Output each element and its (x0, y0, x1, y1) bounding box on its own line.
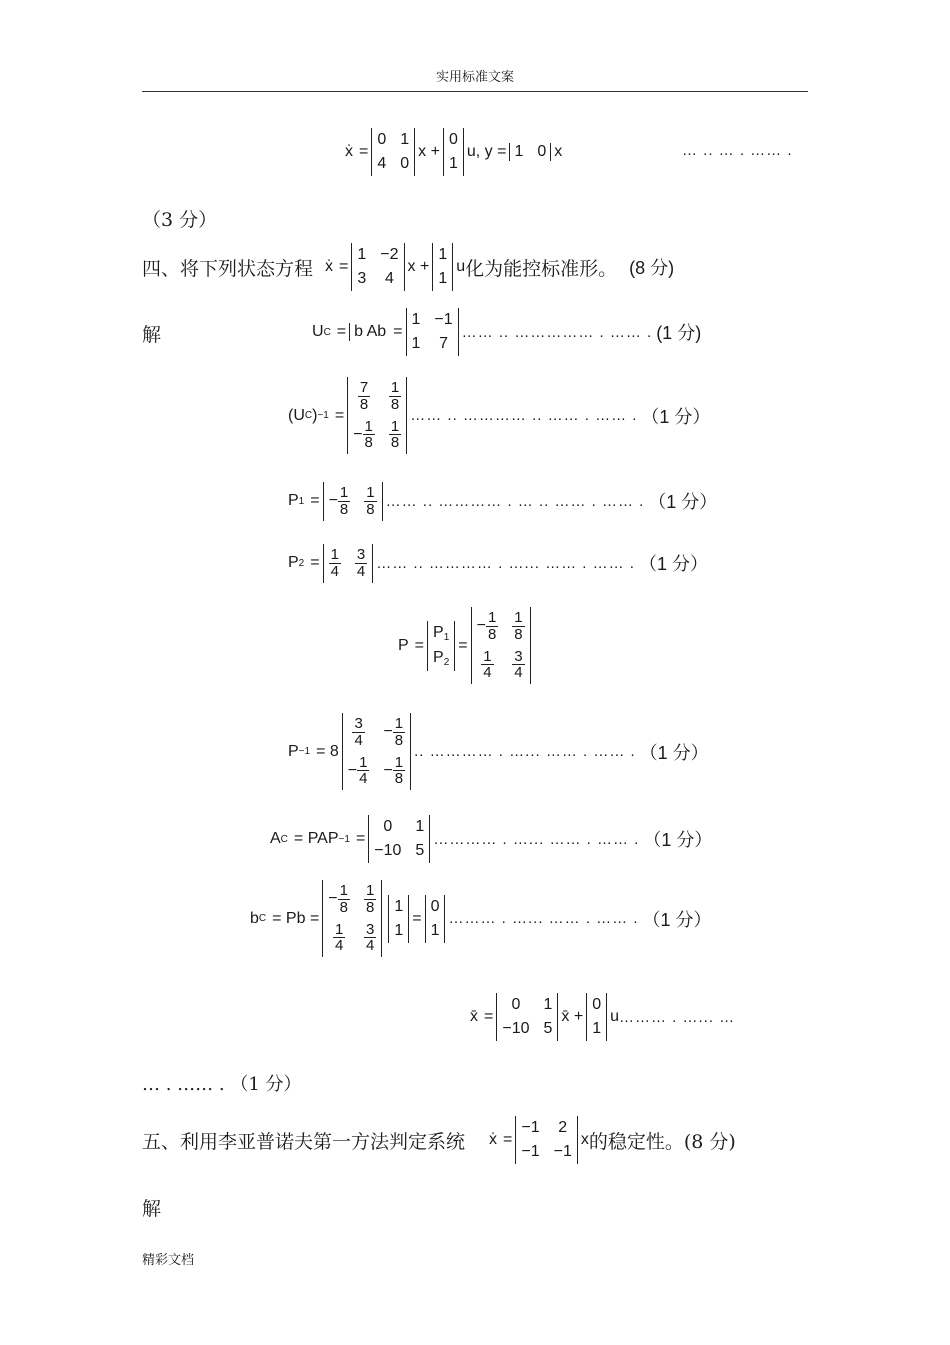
equation-p1 (288, 482, 717, 521)
score-text: （1 分） (643, 830, 713, 850)
u-symbol: u (456, 258, 466, 275)
matrix-A (371, 128, 415, 176)
denominator: 4 (356, 562, 366, 580)
matrix-uc-inverse (347, 377, 407, 454)
negative-fraction (353, 419, 375, 452)
matrix-cell: −2 (380, 246, 399, 263)
xdot-symbol: ẋ (345, 143, 353, 160)
denominator: 8 (390, 434, 400, 452)
vector-b (432, 243, 453, 291)
score-text: （1 分） (641, 406, 711, 427)
numerator: 3 (514, 647, 523, 665)
matrix-cell: 0 (592, 996, 602, 1013)
question-5-prefix: 五、利用李亚普诺夫第一方法判定系统 (142, 1130, 466, 1153)
negative-fraction (328, 883, 350, 916)
fraction (338, 883, 350, 916)
matrix-cell: 1 (411, 335, 421, 352)
negative-fraction (383, 755, 405, 788)
matrix-cell: 4 (377, 155, 387, 172)
fraction (363, 419, 375, 452)
matrix-cell: 1 (514, 143, 524, 160)
uc-symbol: (U (288, 406, 305, 424)
numerator: 1 (390, 379, 400, 396)
matrix-cell: −1 (521, 1143, 540, 1160)
minus-sign: − (383, 723, 393, 741)
denominator: 8 (514, 625, 523, 643)
negative-fraction (348, 755, 370, 788)
subscript: C (280, 833, 288, 845)
fraction (357, 755, 369, 788)
equals-eight: = 8 (316, 742, 339, 760)
denominator: 8 (339, 898, 348, 916)
matrix-cell: 1 (411, 311, 421, 328)
equals-sign: = (484, 1008, 494, 1025)
matrix-cell: 1 (543, 996, 553, 1013)
fraction (355, 547, 367, 580)
denominator: 8 (366, 500, 375, 518)
question-4-prefix: 四、将下列状态方程 (142, 257, 314, 280)
leader-dots: …… .. ………… . …... …… . …… . (376, 554, 635, 572)
denominator: 8 (364, 434, 373, 452)
leader-dots: .. ………… . …... …… . …… . (414, 743, 636, 760)
xbar-dot-symbol: x̄ (470, 1008, 478, 1025)
x-plus: x + (418, 143, 440, 160)
equals-sign: = (339, 258, 349, 275)
superscript: −1 (317, 410, 329, 421)
matrix-p (322, 880, 382, 957)
equation-line1 (345, 128, 562, 176)
leader-dots: ………… . …... …… . …… . (433, 830, 640, 848)
score-text: （1 分） (642, 909, 712, 930)
minus-sign: − (383, 761, 393, 779)
p-symbol: P (288, 492, 299, 510)
fraction (358, 380, 370, 413)
score-text: （1 分） (648, 492, 718, 513)
matrix-p (471, 607, 531, 684)
b-ab-text: b Ab (354, 323, 387, 340)
matrix-cell: 0 (511, 996, 521, 1013)
x-plus: x + (407, 258, 430, 275)
equals-sign: = (334, 406, 345, 424)
numerator: 1 (487, 609, 497, 626)
denominator: 8 (339, 500, 349, 518)
denominator: 4 (514, 664, 523, 682)
x-symbol: x (554, 143, 563, 160)
negative-fraction (383, 716, 405, 749)
matrix-cell: 1 (592, 1020, 602, 1037)
question-5 (142, 1116, 736, 1164)
fraction (481, 649, 493, 682)
matrix-p-rows (427, 621, 455, 671)
equation-p-inverse (288, 713, 709, 790)
numerator: 1 (365, 882, 375, 899)
score-text: (1 分) (656, 323, 702, 343)
subscript: 1 (443, 631, 450, 643)
numerator: 7 (359, 379, 369, 396)
fraction (364, 485, 376, 518)
leader-dots: ……… . …... … (619, 1008, 736, 1026)
fraction (352, 716, 364, 749)
leader-dots: …… .. ………… . … .. …… . …… . (385, 492, 645, 510)
numerator: 1 (390, 417, 400, 435)
fraction (389, 380, 401, 413)
score-text: （1 分） (639, 742, 709, 763)
subscript: C (304, 410, 313, 421)
question-4-suffix: 化为能控标准形。 (465, 257, 618, 280)
p-symbol: P (288, 554, 299, 572)
b-symbol: b (250, 909, 259, 927)
matrix-cell: 0 (383, 818, 393, 835)
p-symbol: P (433, 648, 444, 666)
matrix-cell: 0 (448, 131, 458, 148)
fraction (338, 485, 350, 518)
numerator: 1 (330, 546, 339, 563)
fraction (512, 610, 524, 643)
question-4 (142, 243, 674, 291)
p-symbol: P (433, 623, 444, 641)
minus-sign: − (347, 761, 358, 779)
fraction (333, 922, 345, 955)
numerator: 1 (334, 920, 344, 938)
superscript: −1 (298, 746, 311, 757)
score-text: （3 分） (142, 209, 218, 231)
denominator: 8 (390, 395, 400, 413)
continued-leader-score: … . …… . （1 分） (142, 1074, 302, 1095)
matrix-cell: 5 (543, 1020, 553, 1037)
equals-sign: = (458, 636, 468, 654)
vector-b (443, 128, 464, 176)
matrix-cell: 0 (430, 897, 440, 915)
denominator: 8 (394, 731, 404, 749)
matrix-cell: 1 (400, 131, 410, 148)
matrix-cell: 1 (394, 897, 404, 915)
paren: ) (312, 406, 318, 424)
denominator: 4 (330, 562, 339, 580)
denominator: 8 (359, 395, 369, 413)
numerator: 3 (354, 715, 363, 732)
matrix-cell: −1 (434, 311, 453, 328)
matrix-cell: 0 (537, 143, 547, 160)
matrix-cell: 2 (558, 1119, 568, 1136)
question-5-suffix: 的稳定性。(8 分) (588, 1130, 736, 1153)
equals-sign: = (355, 830, 366, 847)
denominator: 8 (394, 770, 404, 788)
vector-bc (425, 895, 446, 943)
matrix-cell: 1 (394, 921, 404, 939)
denominator: 4 (334, 937, 344, 955)
leader-dots: ……… . …... …… . …… . (448, 910, 639, 927)
row-p2 (433, 649, 449, 668)
equation-bc (250, 880, 712, 957)
minus-sign: − (353, 425, 363, 443)
equation-p2 (288, 544, 708, 583)
subscript: 2 (443, 656, 450, 668)
xdot-symbol: ẋ (489, 1131, 498, 1148)
matrix-cell: −10 (374, 842, 402, 859)
matrix-ac (368, 815, 430, 863)
xbar-plus: x̄ + (561, 1008, 584, 1025)
numerator: 1 (394, 753, 404, 771)
equals-sign: = (393, 323, 403, 340)
matrix-cell: 7 (439, 335, 448, 352)
equation-ac (270, 815, 712, 863)
denominator: 4 (359, 770, 368, 788)
matrix-A (515, 1116, 578, 1164)
solution-label: 解 (142, 1198, 162, 1220)
negative-fraction (477, 610, 499, 643)
uc-symbol: U (312, 323, 324, 340)
matrix-cell: 1 (415, 818, 425, 835)
equals-sign: = (310, 492, 320, 510)
matrix-cell: 1 (430, 921, 440, 939)
equals-sign: = (336, 323, 347, 340)
matrix-cell: −1 (521, 1119, 540, 1136)
leader-dots: …… .. ………… .. …… . …… . (410, 407, 638, 424)
numerator: 1 (394, 715, 404, 732)
fraction (512, 649, 524, 682)
minus-sign: − (328, 890, 338, 908)
matrix-cell: 1 (438, 270, 448, 287)
fraction (364, 883, 376, 916)
numerator: 1 (359, 753, 368, 771)
pap-text: = PAP (293, 830, 339, 847)
equals-sign: = (503, 1131, 513, 1148)
numerator: 1 (364, 417, 373, 435)
fraction (364, 922, 376, 955)
page-footer: 精彩文档 (142, 1253, 195, 1268)
denominator: 8 (365, 898, 375, 916)
u-symbol: u (610, 1008, 619, 1025)
leader-dots: …… .. …………… . …… . (461, 323, 653, 341)
fraction (329, 547, 341, 580)
minus-sign: − (476, 617, 486, 635)
fraction (486, 610, 498, 643)
fraction (393, 716, 405, 749)
bracket-b-ab (349, 323, 390, 341)
a-symbol: A (270, 830, 281, 847)
equation-p (398, 607, 534, 684)
matrix-ac (496, 993, 558, 1041)
vector-b (388, 895, 409, 943)
matrix-cell: 1 (438, 246, 448, 263)
numerator: 1 (483, 647, 492, 665)
xdot-symbol: ẋ (325, 258, 334, 275)
page-header: 实用标准文案 (435, 70, 514, 85)
subscript: 1 (298, 495, 305, 507)
numerator: 3 (356, 546, 366, 563)
subscript: 2 (298, 557, 305, 569)
equation-final (470, 993, 735, 1041)
header-rule (142, 91, 808, 92)
row-p1 (433, 624, 449, 643)
p-symbol: P (288, 742, 299, 760)
question-4-score: (8 分) (629, 258, 675, 278)
matrix-uc (406, 308, 459, 356)
subscript: C (258, 913, 267, 924)
p-symbol: P (398, 636, 409, 654)
equals-sign: = (414, 636, 425, 654)
matrix-A (351, 243, 404, 291)
denominator: 4 (365, 937, 375, 955)
u-y-text: u, y = (466, 143, 507, 160)
equals-sign: = (412, 909, 422, 927)
equation-uc-inverse (288, 377, 710, 454)
matrix-cell: 5 (415, 842, 425, 859)
matrix-cell: −10 (502, 1020, 530, 1037)
matrix-cell: 3 (357, 270, 367, 287)
denominator: 8 (487, 625, 497, 643)
matrix-p2 (323, 544, 374, 583)
solution-label: 解 (142, 324, 162, 346)
denominator: 4 (354, 731, 363, 749)
equals-sign: = (310, 554, 320, 572)
vector-bc (586, 993, 607, 1041)
matrix-C (509, 143, 551, 161)
matrix-p-inverse (342, 713, 411, 790)
fraction (389, 419, 401, 452)
matrix-cell: 1 (357, 246, 367, 263)
x-symbol: x (580, 1131, 589, 1148)
superscript: −1 (338, 833, 350, 845)
leader-dots: … .. … . …… . (682, 142, 793, 159)
denominator: 4 (483, 664, 492, 682)
matrix-cell: 0 (400, 155, 410, 172)
score-text: （1 分） (638, 554, 708, 575)
matrix-cell: −1 (553, 1143, 572, 1160)
pb-text: = Pb = (272, 909, 320, 927)
negative-fraction (329, 485, 351, 518)
numerator: 1 (339, 484, 349, 501)
numerator: 1 (514, 609, 523, 626)
subscript: C (323, 326, 331, 338)
matrix-cell: 1 (448, 155, 458, 172)
equation-uc (312, 308, 701, 356)
matrix-cell: 0 (377, 131, 387, 148)
fraction (393, 755, 405, 788)
matrix-p1 (323, 482, 383, 521)
numerator: 1 (339, 882, 348, 899)
minus-sign: − (328, 492, 338, 510)
numerator: 1 (366, 484, 375, 501)
matrix-cell: 4 (384, 270, 394, 287)
equals-sign: = (359, 143, 369, 160)
numerator: 3 (365, 920, 375, 938)
